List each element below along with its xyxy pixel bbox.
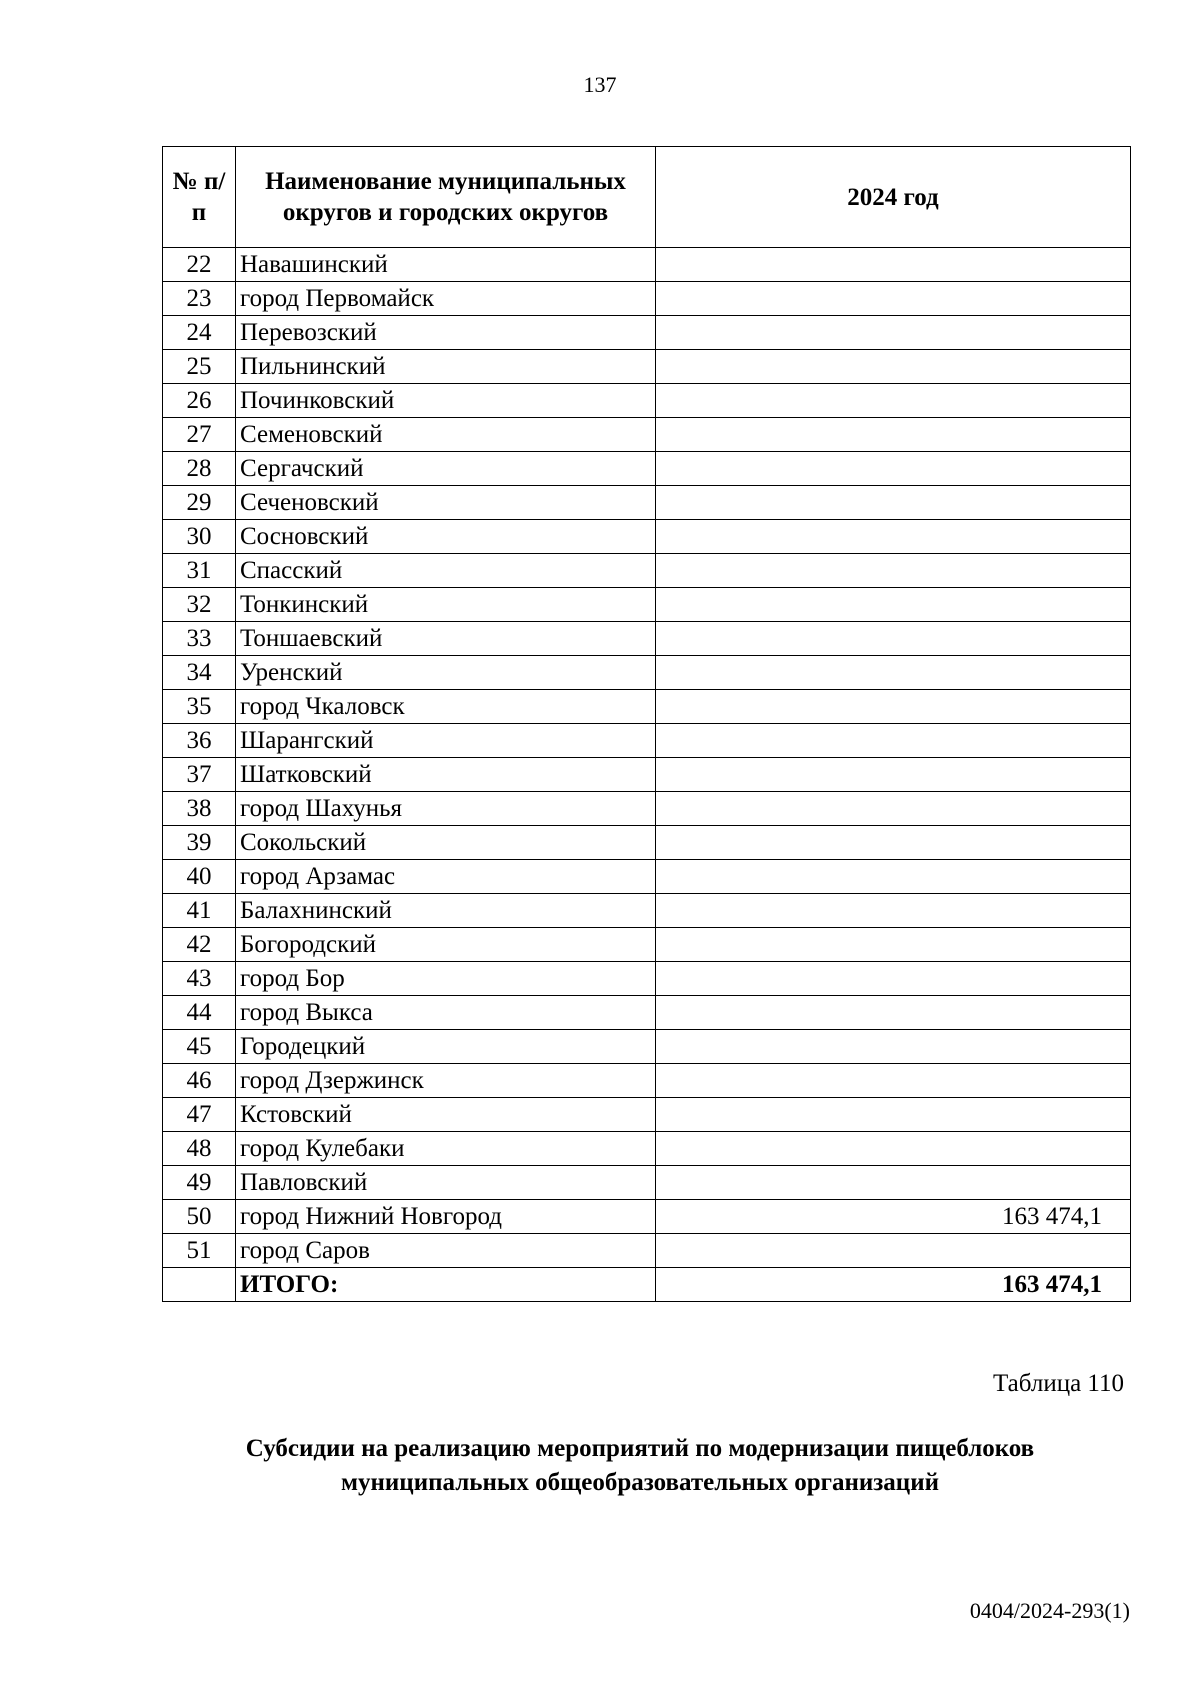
table-header-row [163, 147, 1131, 248]
row-name: Уренский [236, 656, 656, 690]
table-row [163, 418, 1131, 452]
header-year: 2024 год [656, 147, 1131, 248]
table-row [163, 1098, 1131, 1132]
row-value [656, 316, 1131, 350]
table-row [163, 452, 1131, 486]
table-row [163, 1064, 1131, 1098]
row-number: 48 [163, 1132, 236, 1166]
row-number: 51 [163, 1234, 236, 1268]
table-row [163, 316, 1131, 350]
row-name: Балахнинский [236, 894, 656, 928]
row-name: город Нижний Новгород [236, 1200, 656, 1234]
row-name: Сергачский [236, 452, 656, 486]
row-value [656, 554, 1131, 588]
row-value [656, 962, 1131, 996]
row-number: 45 [163, 1030, 236, 1064]
total-num-cell [163, 1268, 236, 1302]
row-value [656, 418, 1131, 452]
table-row [163, 486, 1131, 520]
row-number: 49 [163, 1166, 236, 1200]
row-value: 163 474,1 [656, 1200, 1131, 1234]
total-value: 163 474,1 [656, 1268, 1131, 1302]
subsidy-table [162, 146, 1131, 1302]
row-number: 42 [163, 928, 236, 962]
row-number: 39 [163, 826, 236, 860]
row-value [656, 656, 1131, 690]
row-value [656, 1132, 1131, 1166]
row-name: Семеновский [236, 418, 656, 452]
header-name: Наименование муниципальных округов и городских округов [236, 147, 656, 248]
row-number: 23 [163, 282, 236, 316]
row-number: 25 [163, 350, 236, 384]
row-number: 32 [163, 588, 236, 622]
row-number: 43 [163, 962, 236, 996]
row-value [656, 520, 1131, 554]
table-row [163, 520, 1131, 554]
row-name: Сеченовский [236, 486, 656, 520]
row-name: город Шахунья [236, 792, 656, 826]
row-number: 46 [163, 1064, 236, 1098]
row-name: Перевозский [236, 316, 656, 350]
row-name: Тонкинский [236, 588, 656, 622]
row-name: Сосновский [236, 520, 656, 554]
table-row [163, 690, 1131, 724]
row-number: 33 [163, 622, 236, 656]
table-row [163, 826, 1131, 860]
table-row [163, 928, 1131, 962]
table-row [163, 724, 1131, 758]
table-row [163, 282, 1131, 316]
table-row [163, 962, 1131, 996]
page-number: 137 [583, 72, 617, 97]
row-value [656, 1098, 1131, 1132]
row-value [656, 622, 1131, 656]
row-name: город Чкаловск [236, 690, 656, 724]
row-name: Починковский [236, 384, 656, 418]
table-row [163, 758, 1131, 792]
row-name: город Первомайск [236, 282, 656, 316]
table-row [163, 1200, 1131, 1234]
row-name: город Бор [236, 962, 656, 996]
row-value [656, 452, 1131, 486]
row-value [656, 1030, 1131, 1064]
row-name: Городецкий [236, 1030, 656, 1064]
table-row [163, 1132, 1131, 1166]
table-row [163, 622, 1131, 656]
table-row [163, 350, 1131, 384]
row-name: Богородский [236, 928, 656, 962]
row-number: 50 [163, 1200, 236, 1234]
row-number: 24 [163, 316, 236, 350]
row-name: Шарангский [236, 724, 656, 758]
row-name: Сокольский [236, 826, 656, 860]
table-row [163, 894, 1131, 928]
row-name: Пильнинский [236, 350, 656, 384]
row-number: 34 [163, 656, 236, 690]
row-value [656, 384, 1131, 418]
table-body [163, 248, 1131, 1302]
row-value [656, 792, 1131, 826]
table-row [163, 996, 1131, 1030]
row-value [656, 690, 1131, 724]
row-value [656, 350, 1131, 384]
row-name: город Кулебаки [236, 1132, 656, 1166]
row-value [656, 826, 1131, 860]
row-name: Тоншаевский [236, 622, 656, 656]
row-value [656, 588, 1131, 622]
row-number: 22 [163, 248, 236, 282]
row-value [656, 928, 1131, 962]
total-row [163, 1268, 1131, 1302]
row-number: 37 [163, 758, 236, 792]
row-number: 40 [163, 860, 236, 894]
row-name: Навашинский [236, 248, 656, 282]
table-row [163, 1166, 1131, 1200]
row-value [656, 758, 1131, 792]
section-title: Субсидии на реализацию мероприятий по модернизации пищеблоков муниципальных общеобразовательных организаций [245, 1435, 1035, 1496]
row-value [656, 486, 1131, 520]
table-caption: Таблица 110 [993, 1370, 1124, 1397]
table-row [163, 588, 1131, 622]
document-code: 0404/2024-293(1) [969, 1598, 1130, 1623]
row-value [656, 1064, 1131, 1098]
row-number: 36 [163, 724, 236, 758]
row-number: 35 [163, 690, 236, 724]
row-name: город Арзамас [236, 860, 656, 894]
row-value [656, 894, 1131, 928]
row-value [656, 860, 1131, 894]
table-row [163, 792, 1131, 826]
row-value [656, 1234, 1131, 1268]
row-name: Кстовский [236, 1098, 656, 1132]
row-name: город Саров [236, 1234, 656, 1268]
table-row [163, 1030, 1131, 1064]
row-value [656, 1166, 1131, 1200]
row-number: 31 [163, 554, 236, 588]
row-number: 44 [163, 996, 236, 1030]
row-number: 30 [163, 520, 236, 554]
row-name: Спасский [236, 554, 656, 588]
row-number: 28 [163, 452, 236, 486]
row-name: Шатковский [236, 758, 656, 792]
table-row [163, 860, 1131, 894]
row-value [656, 282, 1131, 316]
table-row [163, 656, 1131, 690]
row-number: 29 [163, 486, 236, 520]
row-name: город Дзержинск [236, 1064, 656, 1098]
table-row [163, 1234, 1131, 1268]
row-value [656, 724, 1131, 758]
header-num: № п/п [163, 147, 236, 248]
row-value [656, 248, 1131, 282]
row-number: 38 [163, 792, 236, 826]
row-number: 27 [163, 418, 236, 452]
table-row [163, 384, 1131, 418]
row-number: 26 [163, 384, 236, 418]
row-value [656, 996, 1131, 1030]
row-number: 47 [163, 1098, 236, 1132]
row-name: Павловский [236, 1166, 656, 1200]
total-label: ИТОГО: [236, 1268, 656, 1302]
row-number: 41 [163, 894, 236, 928]
table-row [163, 554, 1131, 588]
row-name: город Выкса [236, 996, 656, 1030]
table-row [163, 248, 1131, 282]
